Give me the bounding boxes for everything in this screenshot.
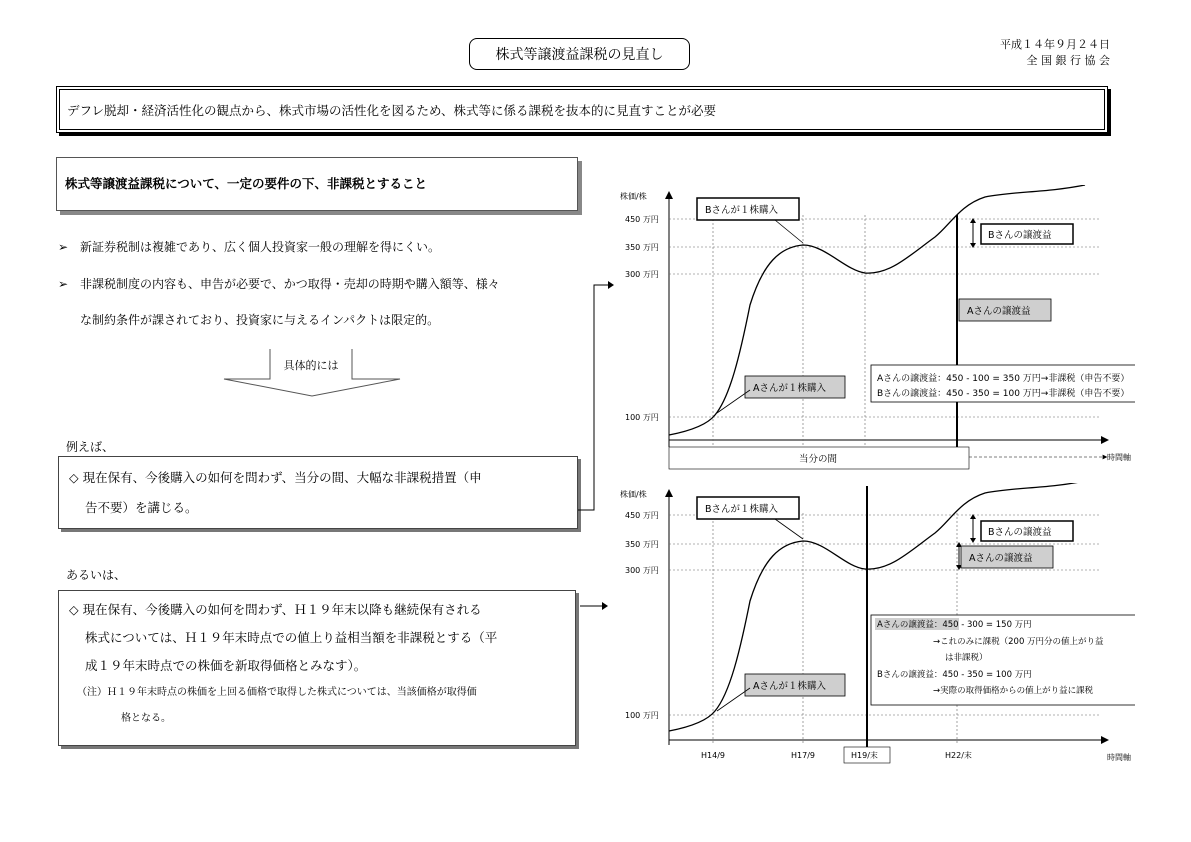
b-buy-label: Bさんが１株購入 <box>705 504 779 515</box>
y-tick-label: 450 万円 <box>625 511 659 520</box>
y-tick-label: 350 万円 <box>625 243 659 252</box>
date: 平成１４年９月２４日 <box>1000 38 1110 51</box>
y-tick-label: 300 万円 <box>625 270 659 279</box>
proposal-heading: 株式等譲渡益課税について、一定の要件の下、非課税とすること <box>56 157 578 211</box>
calc-line4: Bさんの譲渡益：450 - 350 = 100 万円 <box>877 670 1032 680</box>
period-label: 当分の間 <box>799 454 838 465</box>
note-line1: （注）Ｈ１９年末時点の株価を上回る価格で取得した株式については、当該価格が取得価 <box>77 687 477 698</box>
bullet-arrow-icon: ➢ <box>58 277 69 291</box>
calc-line2: →これのみに課税（200 万円分の値上がり益 <box>933 637 1104 647</box>
a-buy-label: Aさんが１株購入 <box>753 681 826 692</box>
connector-arrows <box>578 278 614 618</box>
bullet-text-1: 新証券税制は複雑であり、広く個人投資家一般の理解を得にくい。 <box>80 240 441 254</box>
option-box-2 <box>58 590 576 746</box>
y-tick-label: 350 万円 <box>625 540 659 549</box>
option2-line2: 株式については、Ｈ１９年末時点での値上り益相当額を非課税とする（平 <box>85 630 498 645</box>
bullet-text-2a: 非課税制度の内容も、申告が必要で、かつ取得・売却の時期や購入額等、様々 <box>80 277 500 291</box>
chart-2 <box>615 483 1135 768</box>
option1-line1: ◇ 現在保有、今後購入の如何を問わず、当分の間、大幅な非課税措置（申 <box>69 470 482 485</box>
a-buy-label: Aさんが１株購入 <box>753 383 826 394</box>
calc-line1: Aさんの譲渡益：450 - 300 = 150 万円 <box>877 620 1032 630</box>
example-label: 例えば、 <box>66 440 115 454</box>
x-tick-label: H14/9 <box>701 751 725 760</box>
concrete-arrow-icon <box>222 346 406 400</box>
calc-a: Aさんの譲渡益：450 - 100 = 350 万円→非課税（申告不要） <box>877 374 1130 384</box>
page-title: 株式等譲渡益課税の見直し <box>469 38 690 70</box>
y-axis-label: 株価/株 <box>620 192 647 201</box>
calc-b: Bさんの譲渡益：450 - 350 = 100 万円→非課税（申告不要） <box>877 389 1130 399</box>
y-tick-label: 300 万円 <box>625 566 659 575</box>
calc-line3: は非課税） <box>945 653 988 663</box>
y-tick-label: 100 万円 <box>625 711 659 720</box>
chart-1 <box>615 185 1135 475</box>
x-tick-label: H19/末 <box>851 751 878 760</box>
b-gain-label: Bさんの譲渡益 <box>988 527 1052 538</box>
x-tick-label: H22/末 <box>945 751 972 760</box>
option2-line1: ◇ 現在保有、今後購入の如何を問わず、Ｈ１９年末以降も継続保有される <box>69 602 482 617</box>
option1-line2: 告不要）を講じる。 <box>85 500 198 515</box>
y-axis-label: 株価/株 <box>620 490 647 499</box>
b-gain-label: Bさんの譲渡益 <box>988 230 1052 241</box>
note-line2: 格となる。 <box>121 713 171 724</box>
a-gain-label: Aさんの譲渡益 <box>969 553 1033 564</box>
x-axis-label: 時間軸 <box>1107 753 1131 762</box>
option2-line3: 成１９年末時点での株価を新取得価格とみなす）。 <box>85 658 367 673</box>
b-buy-label: Bさんが１株購入 <box>705 205 779 216</box>
option-box-1 <box>58 456 578 529</box>
x-tick-label: H17/9 <box>791 751 815 760</box>
y-tick-label: 100 万円 <box>625 413 659 422</box>
y-tick-label: 450 万円 <box>625 215 659 224</box>
calc-line5: →実際の取得価格からの値上がり益に課税 <box>933 686 1094 696</box>
bullet-item-2 <box>58 277 500 291</box>
a-gain-label: Aさんの譲渡益 <box>967 306 1031 317</box>
concrete-label: 具体的には <box>283 359 339 372</box>
bullet-arrow-icon: ➢ <box>58 240 69 254</box>
organization: 全 国 銀 行 協 会 <box>1026 54 1110 67</box>
main-banner: デフレ脱却・経済活性化の観点から、株式市場の活性化を図るため、株式等に係る課税を抜本的に見直すことが必要 <box>56 86 1108 133</box>
bullet-item-1 <box>58 240 440 254</box>
date-block <box>985 37 1110 69</box>
x-axis-label: 時間軸 <box>1107 453 1131 462</box>
bullet-text-2b: な制約条件が課されており、投資家に与えるインパクトは限定的。 <box>80 313 440 327</box>
or-label: あるいは、 <box>66 568 127 582</box>
